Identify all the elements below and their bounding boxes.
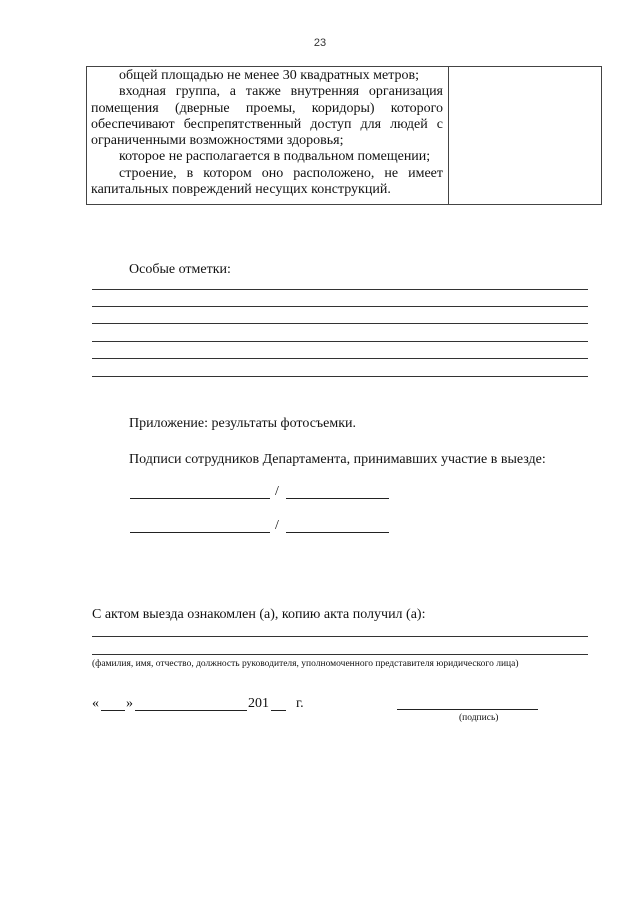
- signature-caption: (подпись): [459, 713, 499, 723]
- signature-blank: [130, 498, 270, 499]
- notes-line: [92, 289, 588, 290]
- notes-line: [92, 341, 588, 342]
- date-year-suffix: г.: [296, 696, 304, 711]
- name-blank: [286, 532, 389, 533]
- notes-line: [92, 323, 588, 324]
- date-day-blank: [101, 710, 125, 711]
- acquaintance-caption: (фамилия, имя, отчество, должность руководителя, уполномоченного представителя юридического лица): [92, 659, 519, 669]
- notes-line: [92, 358, 588, 359]
- requirement-item: строение, в котором оно расположено, не имеет капитальных повреждений несущих конструкций.: [91, 165, 443, 198]
- special-notes-label: Особые отметки:: [129, 262, 231, 277]
- acquaintance-line: [92, 636, 588, 637]
- date-close-quote: »: [126, 696, 133, 711]
- signature-slash: /: [275, 518, 279, 533]
- notes-line: [92, 306, 588, 307]
- table-column-divider: [448, 67, 449, 204]
- attachment-text: Приложение: результаты фотосъемки.: [129, 416, 357, 431]
- requirement-item: общей площадью не менее 30 квадратных метров;: [119, 68, 420, 83]
- date-year-blank: [271, 710, 286, 711]
- requirements-cell: [91, 68, 443, 198]
- acquaintance-line: [92, 654, 588, 655]
- requirement-item: которое не располагается в подвальном помещении;: [119, 149, 431, 165]
- signatures-heading: Подписи сотрудников Департамента, принимавших участие в выезде:: [129, 452, 546, 467]
- acquaintance-text: С актом выезда ознакомлен (а), копию акта получил (а):: [92, 607, 426, 622]
- requirements-table: [86, 66, 602, 205]
- date-open-quote: «: [92, 696, 99, 711]
- signature-line: [397, 709, 538, 710]
- name-blank: [286, 498, 389, 499]
- signature-blank: [130, 532, 270, 533]
- date-year-prefix: 201: [248, 696, 269, 711]
- page-number: 23: [313, 37, 327, 49]
- signature-slash: /: [275, 484, 279, 499]
- date-month-blank: [135, 710, 247, 711]
- notes-line: [92, 376, 588, 377]
- requirement-item: входная группа, а также внутренняя организация помещения (дверные проемы, коридоры) которого обеспечивают беспрепятственный доступ для людей с ограниченными возможностями здоровья;: [91, 84, 443, 149]
